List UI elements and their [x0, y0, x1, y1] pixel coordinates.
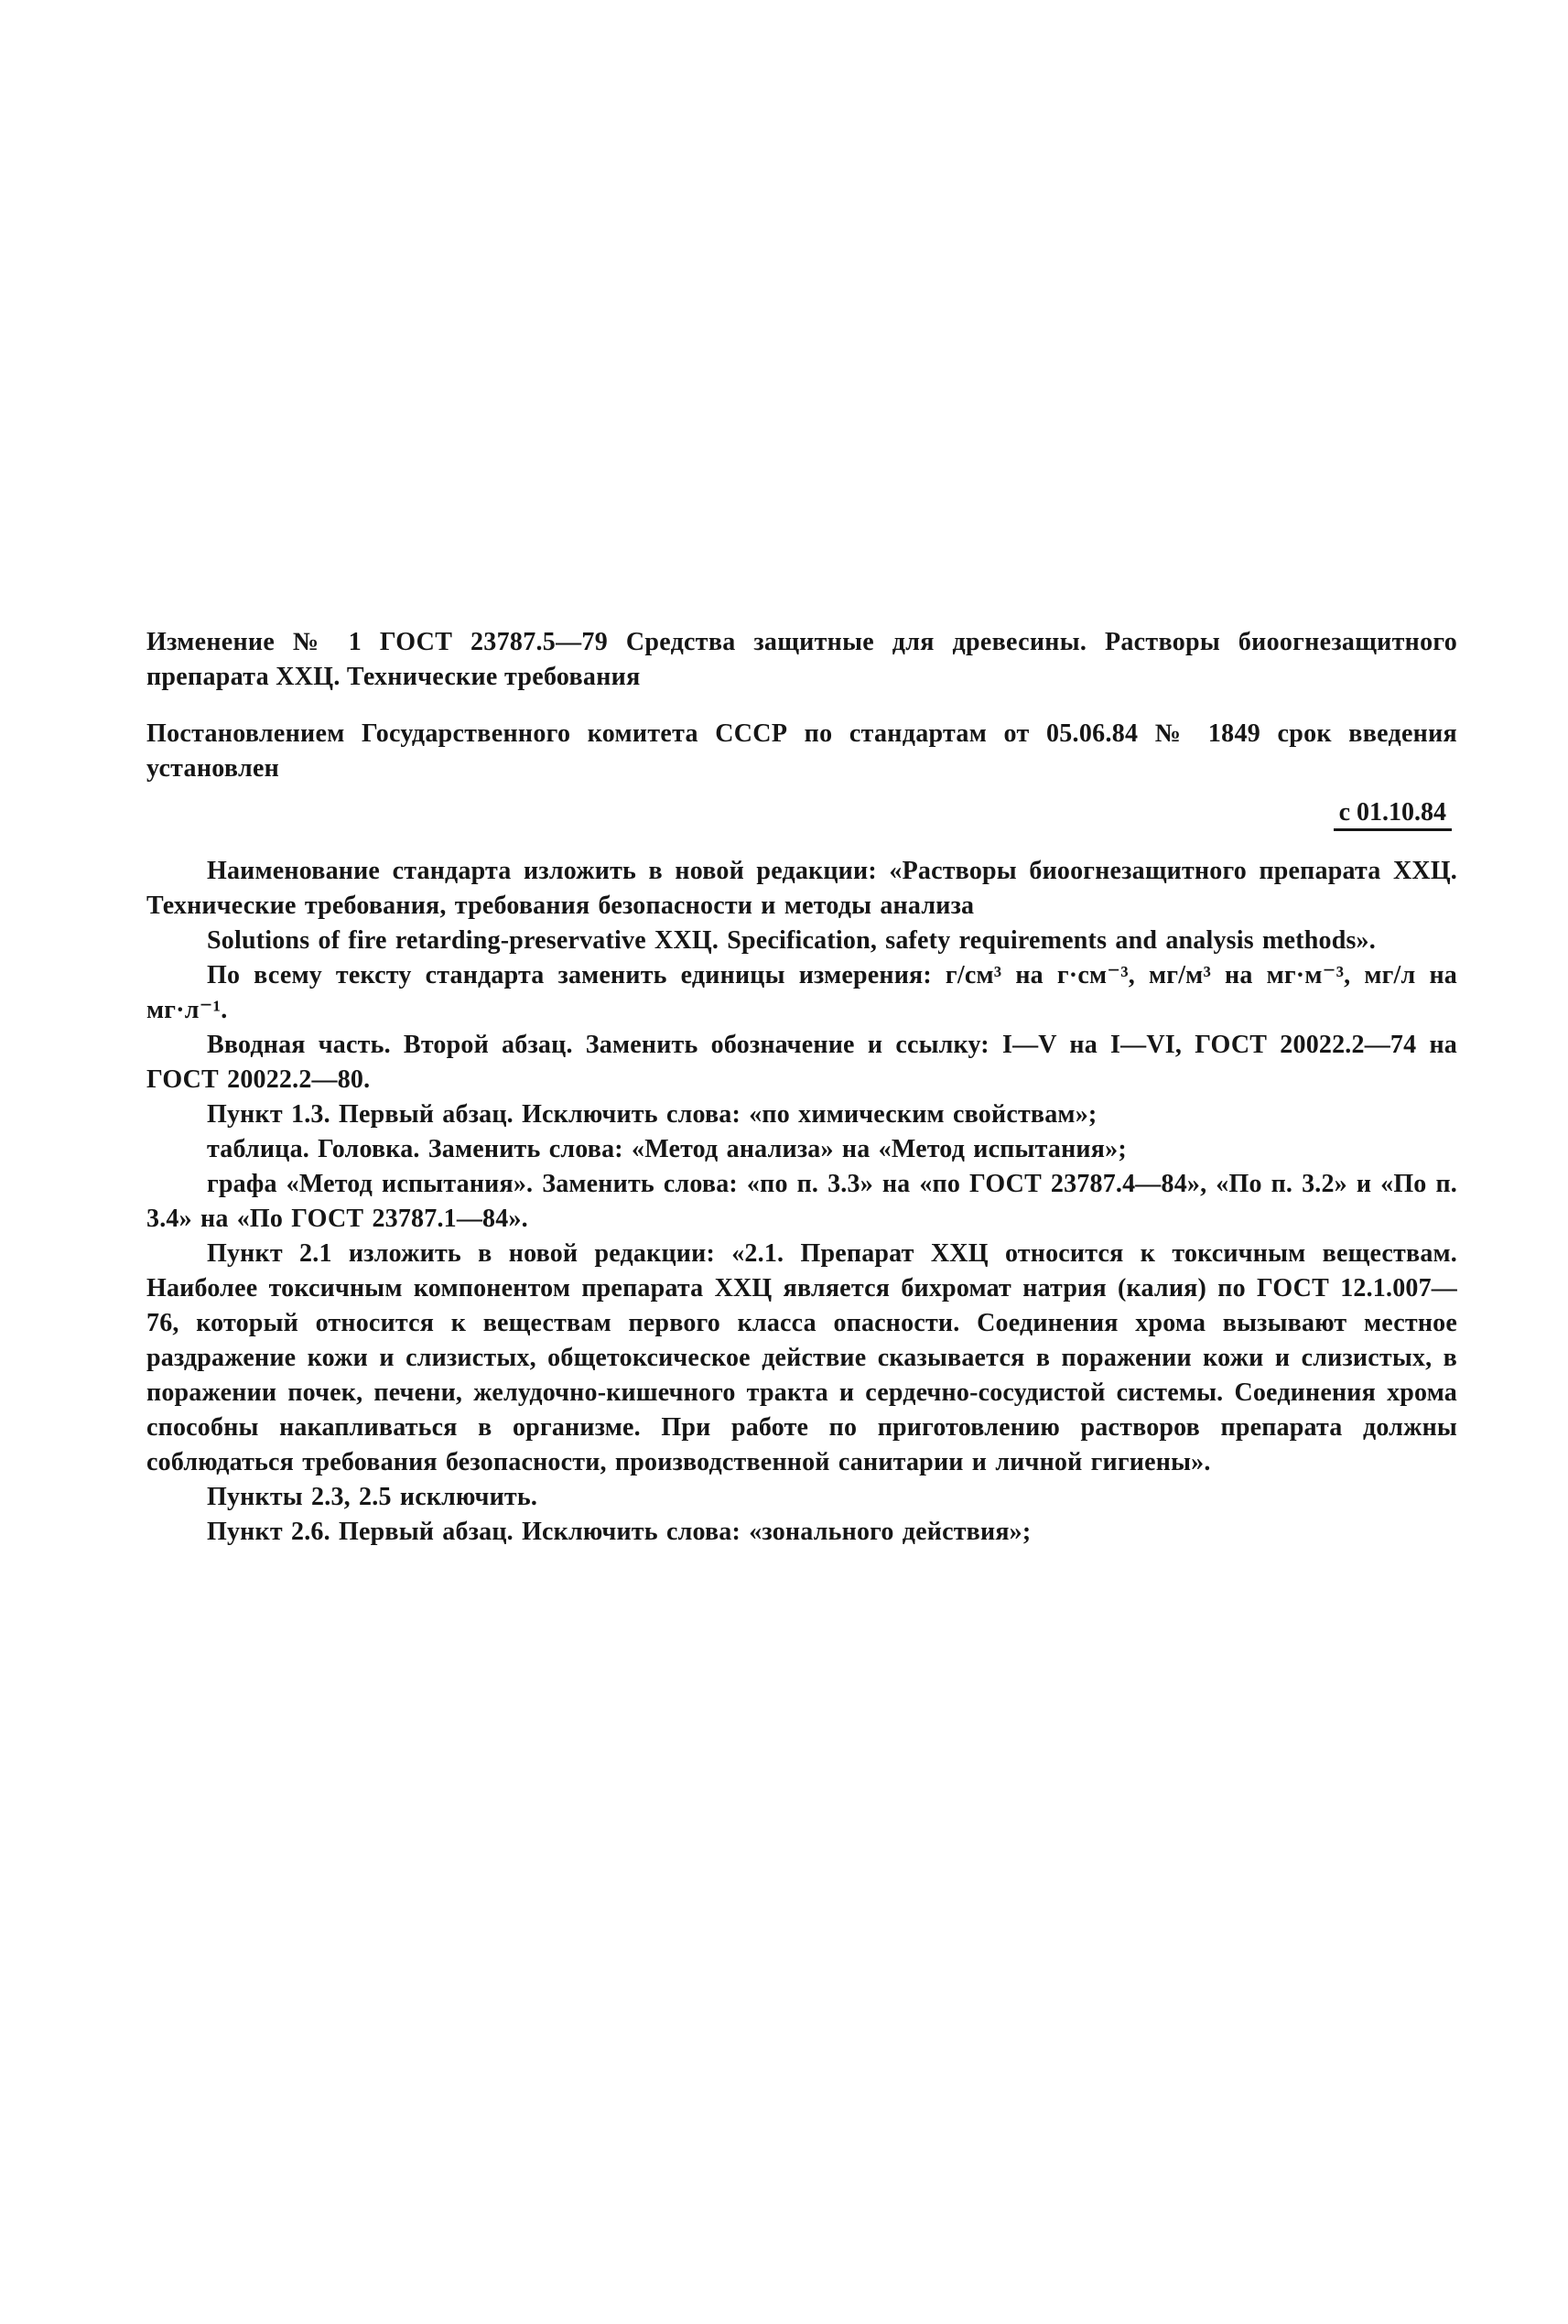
- body-paragraph: Пункт 1.3. Первый абзац. Исключить слова: «по химическим свойствам»;: [207, 1100, 1098, 1129]
- decree-paragraph: Постановлением Государственного комитета СССР по стандартам от 05.06.84 № 1849 срок введения установлен: [146, 719, 1457, 783]
- body-paragraph: Вводная часть. Второй абзац. Заменить обозначение и ссылку: I—V на I—VI, ГОСТ 20022.2—74 на ГОСТ 20022.2—80.: [146, 1031, 1457, 1094]
- body-paragraph: Solutions of fire retarding-preservative ХХЦ. Specification, safety requirements and analysis methods».: [207, 926, 1376, 955]
- document-body: [146, 854, 1457, 1550]
- effective-date: с 01.10.84: [1334, 798, 1452, 831]
- body-paragraph: Пункт 2.1 изложить в новой редакции: «2.1. Препарат ХХЦ относится к токсичным веществам. Наиболее токсичным компонентом препарата ХХЦ является бихромат натрия (калия) по ГОСТ 12.1.007—76, который относится к веществам первого класса опасности. Соединения хрома вызывают местное раздражение кожи и слизистых, общетоксическое действие сказывается в поражении кожи и слизистых, в поражении почек, печени, желудочно-кишечного тракта и сердечно-сосудистой системы. Соединения хрома способны накапливаться в организме. При работе по приготовлению растворов препарата должны соблюдаться требования безопасности, производственной санитарии и личной гигиены».: [146, 1239, 1457, 1476]
- body-paragraph: Пункты 2.3, 2.5 исключить.: [207, 1483, 538, 1511]
- amendment-title: Изменение № 1 ГОСТ 23787.5—79 Средства защитные для древесины. Растворы биоогнезащитного препарата ХХЦ. Технические требования: [146, 628, 1457, 691]
- body-paragraph: По всему тексту стандарта заменить единицы измерения: г/см³ на г·см⁻³, мг/м³ на мг·м⁻³, мг/л на мг·л⁻¹.: [146, 961, 1457, 1024]
- body-paragraph: таблица. Головка. Заменить слова: «Метод анализа» на «Метод испытания»;: [207, 1135, 1127, 1163]
- body-paragraph: графа «Метод испытания». Заменить слова: «по п. 3.3» на «по ГОСТ 23787.4—84», «По п. 3.2» и «По п. 3.4» на «По ГОСТ 23787.1—84».: [146, 1170, 1457, 1233]
- effective-date-line: [146, 795, 1457, 830]
- body-paragraph: Наименование стандарта изложить в новой редакции: «Растворы биоогнезащитного препарата ХХЦ. Технические требования, требования безопасности и методы анализа: [146, 857, 1457, 920]
- body-paragraph: Пункт 2.6. Первый абзац. Исключить слова: «зонального действия»;: [207, 1518, 1032, 1546]
- document-content: [146, 625, 1457, 1550]
